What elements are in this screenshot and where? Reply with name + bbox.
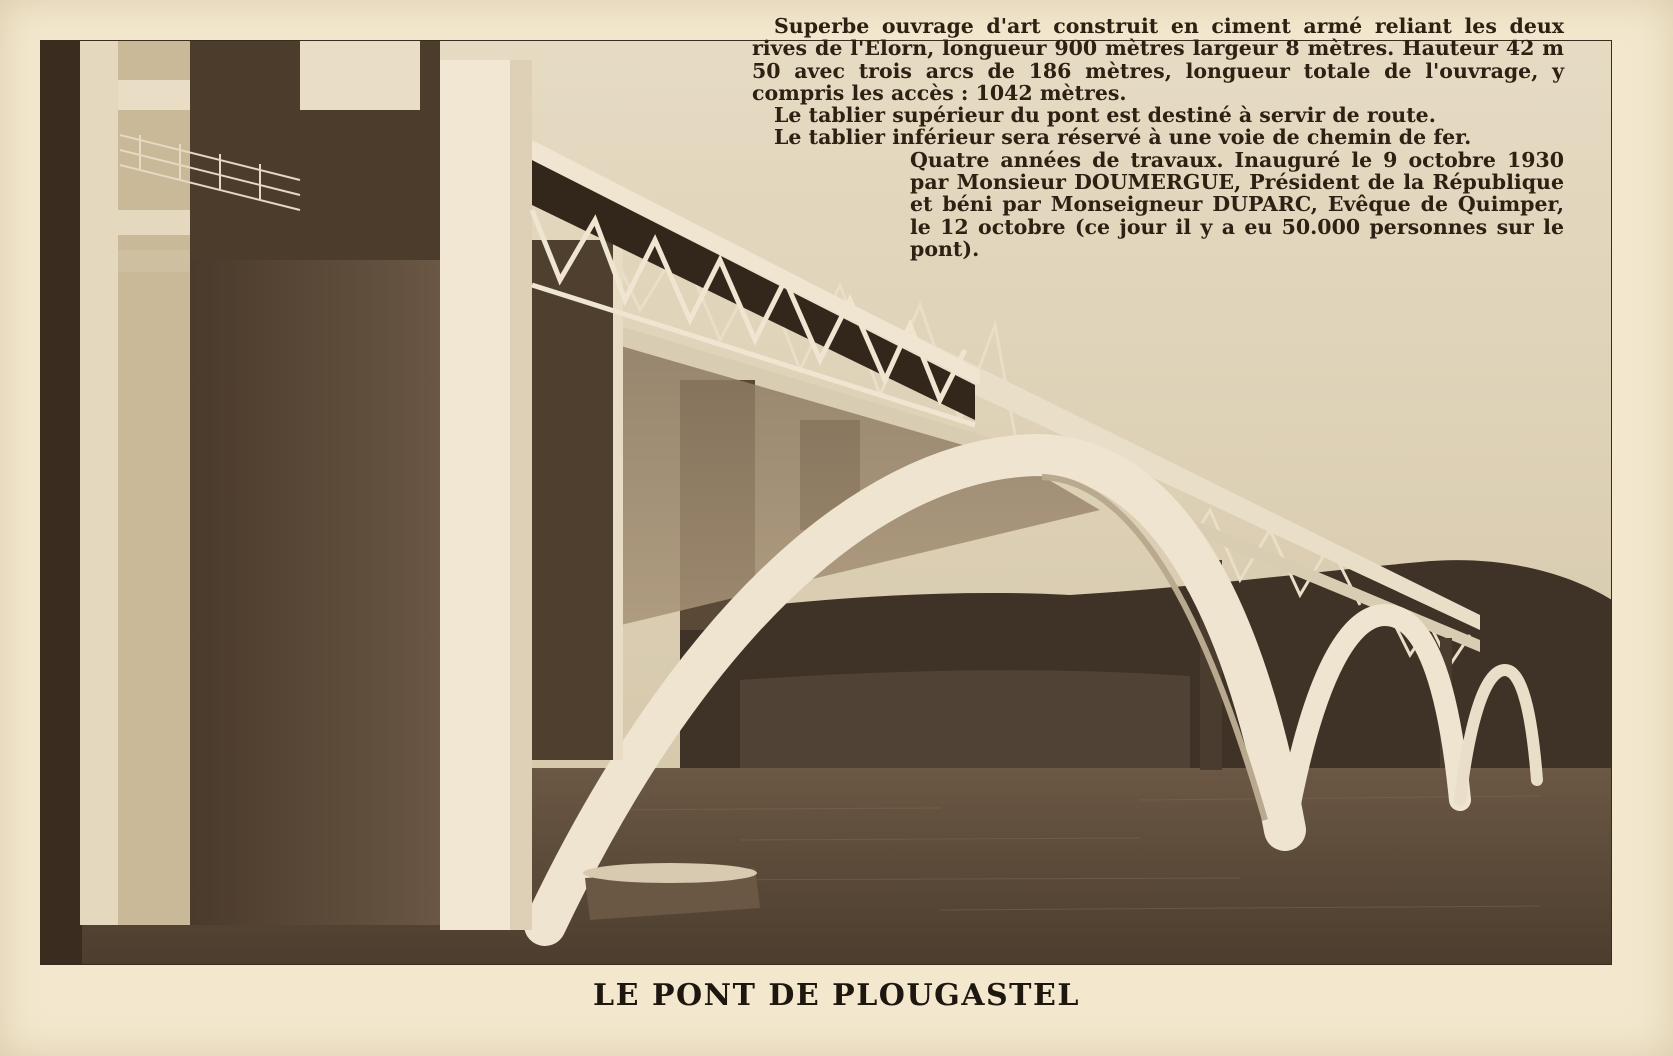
description-paragraph-4: Quatre années de travaux. Inauguré le 9 octobre 1930 par Monsieur DOUMERGUE, Président de la République et béni par Monseigneur DUPARC, Evêque de Quimper, le 12 octobre (ce jour il y a eu 50.000 personnes sur le pont). [910, 147, 1564, 261]
description-paragraph-2: Le tablier supérieur du pont est destiné à servir de route. [774, 103, 1436, 128]
description-text [752, 15, 1564, 260]
description-paragraph-1: Superbe ouvrage d'art construit en ciment armé reliant les deux rives de l'Elorn, longueur 900 mètres largeur 8 mètres. Hauteur 42 m 50 avec trois arcs de 186 mètres, longueur totale de l'ouvrage, y compris les accès : 1042 mètres. [752, 14, 1564, 105]
description-paragraph-3: Le tablier inférieur sera réservé à une voie de chemin de fer. [774, 125, 1472, 150]
postcard-caption: LE PONT DE PLOUGASTEL [593, 978, 1080, 1013]
